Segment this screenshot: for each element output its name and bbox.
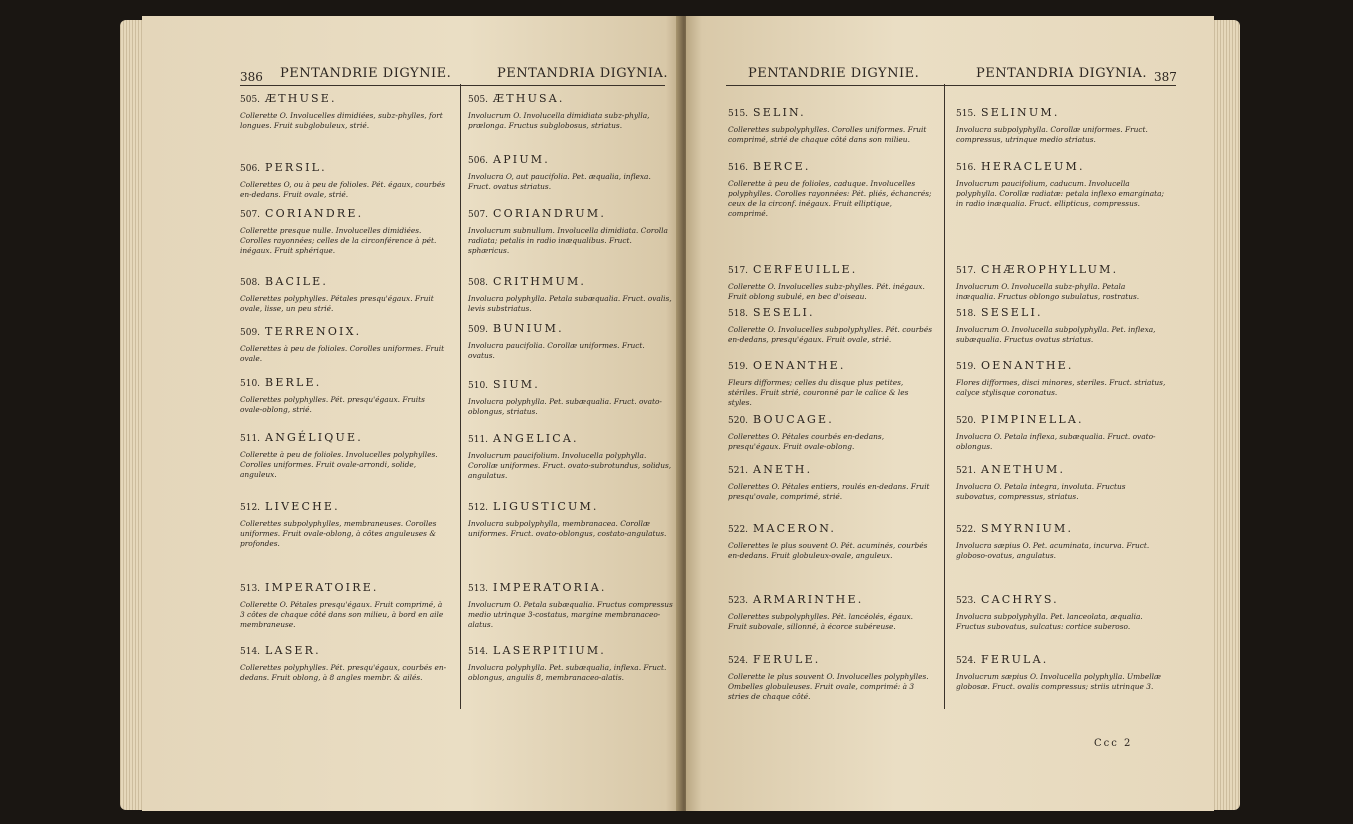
genus-heading [956,160,1166,173]
genus-name: CACHRYS. [981,593,1059,606]
genus-name: SMYRNIUM. [981,522,1074,535]
genus-entry [468,644,673,683]
genus-description: Collerette le plus souvent O. Involucelles polyphylles. Ombelles globuleuses. Fruit ovale, comprimé: à 3 stries de chaque côté. [728,672,929,701]
genus-number: 510. [468,381,489,391]
genus-number: 524. [956,656,977,666]
genus-description: Collerette O. Involucelles subpolyphylles. Pét. courbés en-dedans, presqu'égaux. Fruit ovale, strié. [728,325,933,344]
genus-number: 509. [240,328,261,338]
genus-description: Collerettes subpolyphylles, membraneuses. Corolles uniformes. Fruit ovale-oblong, à côtes anguleuses & profondes. [240,519,437,548]
genus-entry [468,581,673,630]
genus-entry [240,325,448,364]
genus-entry [728,306,934,345]
genus-description: Collerettes subpolyphylles. Corolles uniformes. Fruit comprimé, strié de chaque côté dans son milieu. [728,125,927,144]
genus-description: Collerettes polyphylles. Pét. presqu'égaux, courbés en-dedans. Fruit oblong, à 8 angles membr. & ailés. [240,663,447,682]
column-divider [460,84,461,709]
genus-name: PIMPINELLA. [981,413,1084,426]
genus-number: 512. [240,503,261,513]
genus-description: Involucra sæpius O. Pet. acuminata, incurva. Fruct. globoso-ovatus, angulatus. [956,541,1150,560]
genus-entry [240,376,448,415]
genus-number: 520. [956,416,977,426]
genus-heading [468,432,673,445]
genus-number: 519. [956,362,977,372]
genus-entry [728,593,934,632]
genus-number: 518. [956,309,977,319]
genus-name: MACERON. [753,522,837,535]
genus-description: Collerette presque nulle. Involucelles dimidiées. Corolles rayonnées; celles de la circonférence à pét. inégaux. Fruit sphérique. [240,226,437,255]
genus-number: 524. [728,656,749,666]
genus-heading [468,275,673,288]
genus-description: Involucra polyphylla. Petala subæqualia. Fruct. ovalis, levis substriatus. [468,294,672,313]
genus-description: Involucra polyphylla. Pet. subæqualia. Fruct. ovato-oblongus, striatus. [468,397,662,416]
genus-name: ARMARINTHE. [753,593,864,606]
genus-heading [956,263,1166,276]
genus-name: CORIANDRUM. [493,207,607,220]
genus-description: Collerettes polyphylles. Pétales presqu'égaux. Fruit ovale, lisse, un peu strié. [240,294,434,313]
genus-heading [728,413,934,426]
genus-entry [956,106,1166,145]
genus-number: 523. [728,596,749,606]
genus-heading [468,92,673,105]
genus-entry [240,581,448,630]
genus-name: SIUM. [493,378,540,391]
genus-number: 518. [728,309,749,319]
genus-name: BERLE. [265,376,322,389]
genus-entry [240,275,448,314]
genus-entry [468,378,673,417]
genus-description: Involucra O. Petala inflexa, subæqualia. Fruct. ovato-oblongus. [956,432,1156,451]
genus-description: Collerettes subpolyphylles. Pét. lancéolés, égaux. Fruit subovale, sillonné, à écorce subéreuse. [728,612,914,631]
genus-name: CERFEUILLE. [753,263,858,276]
genus-description: Collerette O. Pétales presqu'égaux. Fruit comprimé, à 3 côtes de chaque côté dans son milieu, à bord en aile membraneuse. [240,600,444,629]
genus-name: OENANTHE. [981,359,1074,372]
genus-name: ANETHUM. [981,463,1066,476]
genus-entry [956,522,1166,561]
genus-heading [728,160,934,173]
genus-entry [468,275,673,314]
genus-name: IMPERATOIRE. [265,581,379,594]
genus-entry [956,263,1166,302]
genus-number: 514. [240,647,261,657]
genus-number: 512. [468,503,489,513]
genus-description: Collerette à peu de folioles. Involucelles polyphylles. Corolles uniformes. Fruit ovale-arrondi, solide, anguleux. [240,450,438,479]
genus-entry [240,644,448,683]
genus-name: SESELI. [981,306,1043,319]
genus-number: 515. [956,109,977,119]
genus-number: 508. [468,278,489,288]
genus-description: Involucrum paucifolium, caducum. Involucella polyphylla. Corollæ radiatæ: petala inflexo emarginata; in radio inæqualia. Fruct. ellipticus, compressus. [956,179,1164,208]
genus-heading [956,653,1166,666]
genus-heading [240,92,448,105]
genus-heading [240,581,448,594]
genus-name: BERCE. [753,160,811,173]
genus-description: Collerettes O. Pétales courbés en-dedans, presqu'égaux. Fruit ovale-oblong. [728,432,885,451]
genus-description: Involucra O, aut paucifolia. Pet. æqualia, inflexa. Fruct. ovatus striatus. [468,172,651,191]
genus-heading [240,275,448,288]
genus-number: 505. [240,95,261,105]
genus-description: Fleurs difformes; celles du disque plus petites, stériles. Fruit strié, couronné par le calice & les styles. [728,378,909,407]
genus-heading [240,161,448,174]
genus-name: BACILE. [265,275,329,288]
genus-description: Involucrum O. Involucella dimidiata subz-phylla, prælonga. Fructus subglobosus, striatus. [468,111,650,130]
genus-description: Involucra subpolyphylla. Corollæ uniformes. Fruct. compressus, utrinque medio striatus. [956,125,1148,144]
genus-number: 508. [240,278,261,288]
genus-number: 511. [468,435,489,445]
genus-number: 509. [468,325,489,335]
genus-number: 516. [728,163,749,173]
genus-entry [240,92,448,131]
genus-description: Collerettes O, ou à peu de folioles. Pét. égaux, courbés en-dedans. Fruit ovale, strié. [240,180,446,199]
genus-heading [468,207,673,220]
genus-number: 521. [956,466,977,476]
header-french: PENTANDRIE DIGYNIE. [748,66,920,81]
genus-entry [956,653,1166,692]
right-page [686,16,1214,811]
genus-entry [468,322,673,361]
genus-entry [956,463,1166,502]
genus-description: Collerettes O. Pétales entiers, roulés en-dedans. Fruit presqu'ovale, comprimé, strié. [728,482,930,501]
genus-description: Collerette à peu de folioles, caduque. Involucelles polyphylles. Corolles rayonnées: Pét. pliés, échancrés; ceux de la circonf. inégaux. Fruit elliptique, comprimé. [728,179,932,218]
genus-number: 507. [240,210,261,220]
genus-heading [468,581,673,594]
genus-name: CRITHMUM. [493,275,587,288]
genus-entry [240,161,448,200]
genus-heading [956,593,1166,606]
genus-number: 513. [240,584,261,594]
genus-description: Collerettes polyphylles. Pét. presqu'égaux. Fruits ovale-oblong, strié. [240,395,425,414]
left-page [142,16,682,811]
genus-name: SELIN. [753,106,806,119]
genus-name: ANGÉLIQUE. [265,431,363,444]
genus-name: BOUCAGE. [753,413,834,426]
genus-number: 517. [728,266,749,276]
genus-number: 519. [728,362,749,372]
genus-description: Involucrum sæpius O. Involucella polyphylla. Umbellæ globosæ. Fruct. ovalis compressus; striis utrinque 3. [956,672,1161,691]
genus-heading [468,153,673,166]
genus-heading [728,463,934,476]
genus-number: 506. [240,164,261,174]
genus-heading [728,306,934,319]
genus-heading [240,644,448,657]
genus-description: Collerettes à peu de folioles. Corolles uniformes. Fruit ovale. [240,344,445,363]
genus-number: 511. [240,434,261,444]
genus-name: FERULA. [981,653,1049,666]
signature-mark: Ccc 2 [1094,738,1133,749]
genus-entry [728,263,934,302]
genus-description: Collerette O. Involucelles dimidiées, subz-phylles, fort longues. Fruit subglobuleux, strié. [240,111,443,130]
genus-description: Collerettes le plus souvent O. Pét. acuminés, courbés en-dedans. Fruit globuleux-ovale, anguleux. [728,541,928,560]
header-french: PENTANDRIE DIGYNIE. [280,66,452,81]
genus-description: Involucrum subnullum. Involucella dimidiata. Corolla radiata; petalis in radio inæqualibus. Fruct. sphæricus. [468,226,668,255]
genus-description: Involucrum O. Petala subæqualia. Fructus compressus medio utrinque 3-costatus, margine membranaceo-alatus. [468,600,673,629]
page-number: 386 [240,70,263,84]
column-divider [944,84,945,709]
genus-number: 522. [956,525,977,535]
genus-entry [468,153,673,192]
genus-heading [240,207,448,220]
genus-number: 507. [468,210,489,220]
genus-number: 506. [468,156,489,166]
genus-description: Involucra subpolyphylla, membranacea. Corollæ uniformes. Fruct. ovato-oblongus, costato-angulatus. [468,519,667,538]
genus-heading [468,322,673,335]
genus-number: 510. [240,379,261,389]
genus-entry [468,207,673,256]
page-number: 387 [1154,70,1177,84]
genus-description: Involucrum O. Involucella subz-phylla. Petala inæqualia. Fructus oblongo subulatus, rostratus. [956,282,1140,301]
genus-name: ANETH. [753,463,813,476]
genus-entry [956,413,1166,452]
genus-entry [468,92,673,131]
genus-name: LASER. [265,644,321,657]
genus-heading [956,463,1166,476]
genus-description: Collerette O. Involucelles subz-phylles. Pét. inégaux. Fruit oblong subulé, en bec d'oiseau. [728,282,925,301]
genus-entry [728,522,934,561]
genus-description: Involucrum paucifolium. Involucella polyphylla. Corollæ uniformes. Fruct. ovato-subrotundus, solidus, angulatus. [468,451,672,480]
genus-name: HERACLEUM. [981,160,1085,173]
genus-name: CORIANDRE. [265,207,364,220]
genus-name: CHÆROPHYLLUM. [981,263,1119,276]
genus-entry [728,413,934,452]
genus-name: FERULE. [753,653,821,666]
genus-description: Involucrum O. Involucella subpolyphylla. Pet. inflexa, subæqualia. Fructus ovatus striatus. [956,325,1156,344]
genus-heading [728,106,934,119]
genus-heading [728,359,934,372]
genus-heading [956,522,1166,535]
genus-entry [956,359,1166,398]
genus-heading [240,376,448,389]
genus-heading [728,263,934,276]
genus-entry [728,359,934,408]
genus-entry [728,106,934,145]
genus-entry [956,593,1166,632]
genus-name: LASERPITIUM. [493,644,607,657]
open-book [120,6,1240,816]
genus-number: 513. [468,584,489,594]
genus-name: SESELI. [753,306,815,319]
genus-entry [240,207,448,256]
header-rule [726,85,1176,86]
genus-number: 517. [956,266,977,276]
genus-description: Involucra O. Petala integra, involuta. Fructus subovatus, compressus, striatus. [956,482,1126,501]
genus-name: ÆTHUSE. [265,92,337,105]
genus-number: 516. [956,163,977,173]
genus-entry [728,463,934,502]
genus-name: PERSIL. [265,161,327,174]
genus-entry [956,306,1166,345]
genus-name: TERRENOIX. [265,325,362,338]
genus-entry [468,500,673,539]
header-latin: PENTANDRIA DIGYNIA. [497,66,669,81]
header-latin: PENTANDRIA DIGYNIA. [976,66,1148,81]
genus-number: 515. [728,109,749,119]
genus-heading [728,653,934,666]
genus-heading [728,522,934,535]
genus-number: 505. [468,95,489,105]
header-rule [240,85,665,86]
genus-name: LIVECHE. [265,500,340,513]
genus-entry [240,431,448,480]
genus-heading [240,431,448,444]
genus-name: LIGUSTICUM. [493,500,599,513]
genus-description: Involucra polyphylla. Pet. subæqualia, inflexa. Fruct. oblongus, angulis 8, membranaceo-alatis. [468,663,667,682]
genus-heading [956,306,1166,319]
genus-entry [728,653,934,702]
genus-heading [956,359,1166,372]
genus-number: 514. [468,647,489,657]
genus-entry [468,432,673,481]
genus-entry [240,500,448,549]
genus-heading [240,325,448,338]
genus-description: Involucra paucifolia. Corollæ uniformes. Fruct. ovatus. [468,341,645,360]
genus-name: SELINUM. [981,106,1060,119]
genus-entry [728,160,934,219]
genus-heading [468,378,673,391]
genus-entry [956,160,1166,209]
genus-heading [468,500,673,513]
genus-name: BUNIUM. [493,322,564,335]
genus-name: ÆTHUSA. [493,92,565,105]
genus-number: 521. [728,466,749,476]
genus-heading [240,500,448,513]
genus-name: APIUM. [493,153,550,166]
genus-heading [956,413,1166,426]
genus-number: 520. [728,416,749,426]
genus-heading [728,593,934,606]
genus-description: Involucra subpolyphylla. Pet. lanceolata, æqualia. Fructus subovatus, sulcatus: cortice suberoso. [956,612,1143,631]
genus-name: ANGELICA. [493,432,579,445]
genus-number: 523. [956,596,977,606]
genus-heading [956,106,1166,119]
genus-name: IMPERATORIA. [493,581,607,594]
genus-heading [468,644,673,657]
genus-number: 522. [728,525,749,535]
genus-name: OENANTHE. [753,359,846,372]
genus-description: Flores difformes, disci minores, steriles. Fruct. striatus, calyce stylisque coronatus. [956,378,1166,397]
